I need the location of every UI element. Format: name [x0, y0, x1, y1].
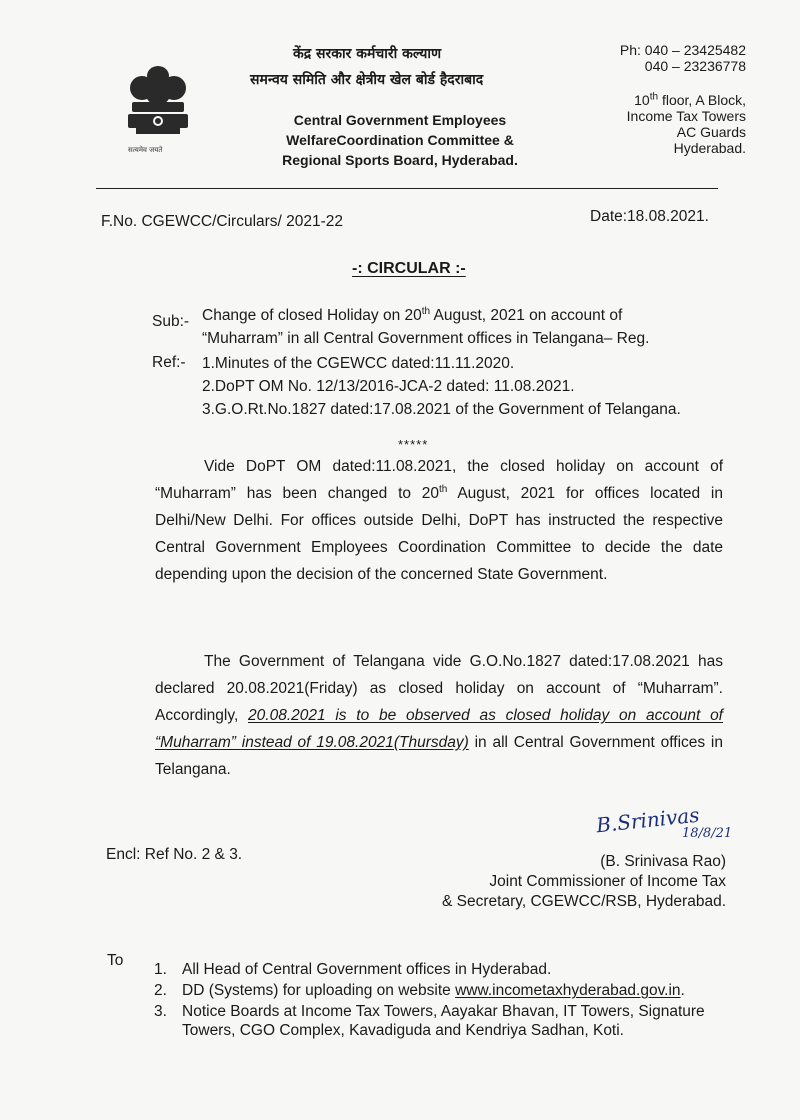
signature-scribble: B.Srinivas — [595, 802, 701, 838]
reference-item: 3.G.O.Rt.No.1827 dated:17.08.2021 of the Government of Telangana. — [202, 401, 681, 418]
enclosure: Encl: Ref No. 2 & 3. — [106, 846, 243, 863]
subject-text — [202, 304, 722, 350]
address-line2: Income Tax Towers — [626, 108, 746, 124]
subject-line1: Change of closed Holiday on 20th August, 2021 on account of — [202, 305, 623, 324]
header-divider — [96, 188, 718, 189]
address-line3: AC Guards — [676, 124, 746, 140]
reference-list — [202, 352, 732, 421]
phone-label: Ph: — [619, 42, 641, 58]
address-line1: 10th floor, A Block, — [634, 91, 746, 108]
subject-line2: “Muharram” in all Central Government offices in Telangana– Reg. — [202, 330, 650, 347]
paragraph-dopt: Vide DoPT OM dated:11.08.2021, the closed holiday on account of “Muharram” has been changed to 20th August, 2021 for offices located in Delhi/New Delhi. For offices outside Delhi, DoPT has instructed the respective Central Government Employees Coordination Committee to decide the date depending upon the decision of the concerned State Government. — [155, 458, 723, 583]
emphasis-holiday: 20.08.2021 is to be observed as closed holiday on account of “Muharram” instead of 19.08.2021(Thursday) — [155, 707, 723, 751]
list-item: 1. All Head of Central Government offices in Hyderabad. — [154, 961, 552, 978]
signatory-designation2: & Secretary, CGEWCC/RSB, Hyderabad. — [442, 893, 726, 910]
subject-label: Sub:- — [152, 313, 190, 330]
to-label: To — [107, 952, 124, 969]
reference-label: Ref:- — [152, 354, 186, 371]
recipient-list — [154, 960, 734, 1040]
emblem-caption: सत्यमेव जयते — [128, 146, 163, 154]
signatory-block — [440, 852, 726, 912]
phone-1: 040 – 23425482 — [644, 42, 746, 58]
hindi-title-line1: केंद्र सरकार कर्मचारी कल्याण — [293, 46, 442, 62]
address-line4: Hyderabad. — [673, 140, 746, 156]
list-item: 2. DD (Systems) for uploading on website www.incometaxhyderabad.gov.in. — [154, 982, 685, 999]
hindi-title-line2: समन्वय समिति और क्षेत्रीय खेल बोर्ड हैदराबाद — [250, 72, 484, 88]
website-link[interactable]: www.incometaxhyderabad.gov.in — [455, 982, 681, 999]
org-name — [250, 110, 550, 170]
org-name-line3: Regional Sports Board, Hyderabad. — [282, 152, 518, 168]
org-name-line2: WelfareCoordination Committee & — [286, 132, 514, 148]
signatory-name: (B. Srinivasa Rao) — [600, 853, 726, 870]
circular-date: Date:18.08.2021. — [590, 208, 709, 225]
signature-date: 18/8/21 — [682, 826, 733, 841]
address-block — [560, 92, 746, 156]
signatory-designation1: Joint Commissioner of Income Tax — [489, 873, 726, 890]
list-item: 3. Notice Boards at Income Tax Towers, Aayakar Bhavan, IT Towers, Signature Towers, CGO Complex, Kavadiguda and Kendriya Sadhan, Koti. — [154, 1003, 705, 1039]
circular-title: -: CIRCULAR :- — [352, 260, 466, 277]
phone-2: 040 – 23236778 — [644, 58, 746, 74]
org-name-line1: Central Government Employees — [293, 112, 507, 128]
reference-item: 2.DoPT OM No. 12/13/2016-JCA-2 dated: 11.08.2021. — [202, 378, 575, 395]
separator-stars: ***** — [398, 437, 429, 452]
reference-item: 1.Minutes of the CGEWCC dated:11.11.2020. — [202, 355, 515, 372]
phone-block — [570, 42, 746, 74]
file-number: F.No. CGEWCC/Circulars/ 2021-22 — [101, 213, 344, 230]
paragraph-telangana: The Government of Telangana vide G.O.No.1827 dated:17.08.2021 has declared 20.08.2021(Friday) as closed holiday on account of “Muharram”. Accordingly, 20.08.2021 is to be observed as closed holiday on account of “Muharram” instead of 19.08.2021(Thursday) in all Central Government offices in Telangana. — [155, 653, 723, 778]
